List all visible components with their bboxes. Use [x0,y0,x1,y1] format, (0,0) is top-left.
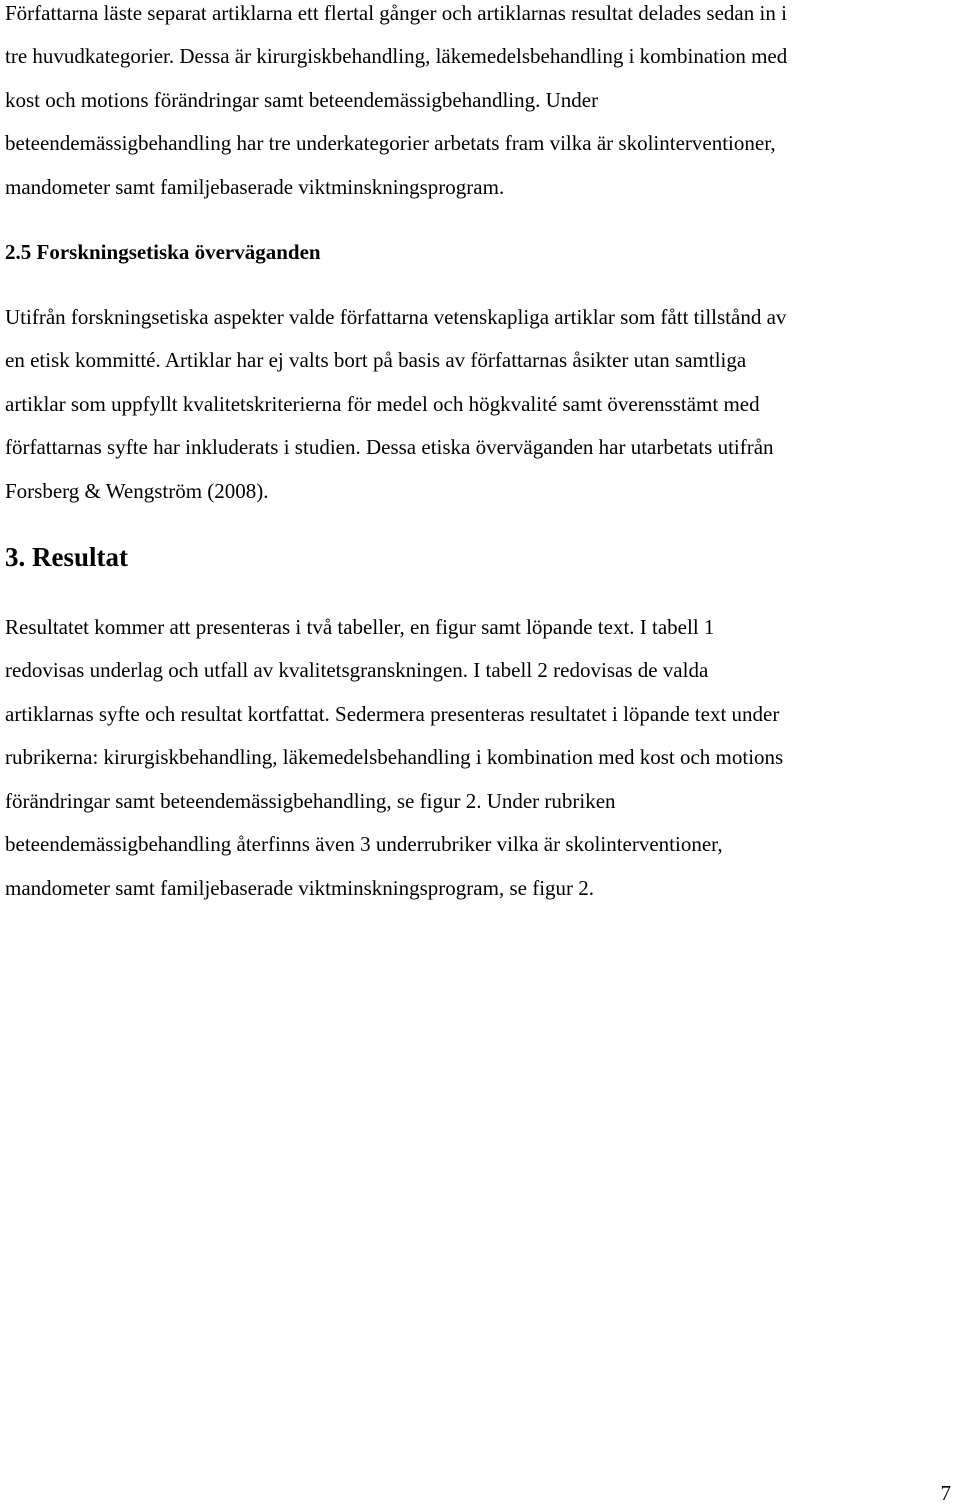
text-line: beteendemässigbehandling har tre underkategorier arbetats fram vilka är skolinterventioner, [5,131,776,155]
text-line: artiklarnas syfte och resultat kortfattat. Sedermera presenteras resultatet i löpande text under [5,702,780,726]
text-line: redovisas underlag och utfall av kvalitetsgranskningen. I tabell 2 redovisas de valda [5,658,709,682]
chapter-heading: 3. Resultat [5,542,128,572]
text-line: Utifrån forskningsetiska aspekter valde författarna vetenskapliga artiklar som fått tillstånd av [5,305,787,329]
text-line: Författarna läste separat artiklarna ett flertal gånger och artiklarnas resultat delades sedan in i [5,1,787,25]
text-line: beteendemässigbehandling återfinns även 3 underrubriker vilka är skolinterventioner, [5,832,723,856]
text-line: mandometer samt familjebaserade viktminskningsprogram. [5,175,505,199]
text-line: författarnas syfte har inkluderats i studien. Dessa etiska överväganden har utarbetats utifrån [5,435,774,459]
text-line: tre huvudkategorier. Dessa är kirurgiskbehandling, läkemedelsbehandling i kombination med [5,44,788,68]
text-line: mandometer samt familjebaserade viktminskningsprogram, se figur 2. [5,876,595,900]
text-line: artiklar som uppfyllt kvalitetskriterierna för medel och högkvalité samt överensstämt med [5,392,760,416]
text-line: rubrikerna: kirurgiskbehandling, läkemedelsbehandling i kombination med kost och motions [5,745,784,769]
text-line: kost och motions förändringar samt beteendemässigbehandling. Under [5,88,599,112]
section-heading: 2.5 Forskningsetiska överväganden [5,240,321,264]
text-line: förändringar samt beteendemässigbehandling, se figur 2. Under rubriken [5,789,616,813]
document-page [5,0,955,1505]
page-number: 7 [940,1481,951,1505]
text-line: Resultatet kommer att presenteras i två tabeller, en figur samt löpande text. I tabell 1 [5,615,715,639]
text-line: Forsberg & Wengström (2008). [5,479,269,503]
text-line: en etisk kommitté. Artiklar har ej valts bort på basis av författarnas åsikter utan samtliga [5,348,747,372]
